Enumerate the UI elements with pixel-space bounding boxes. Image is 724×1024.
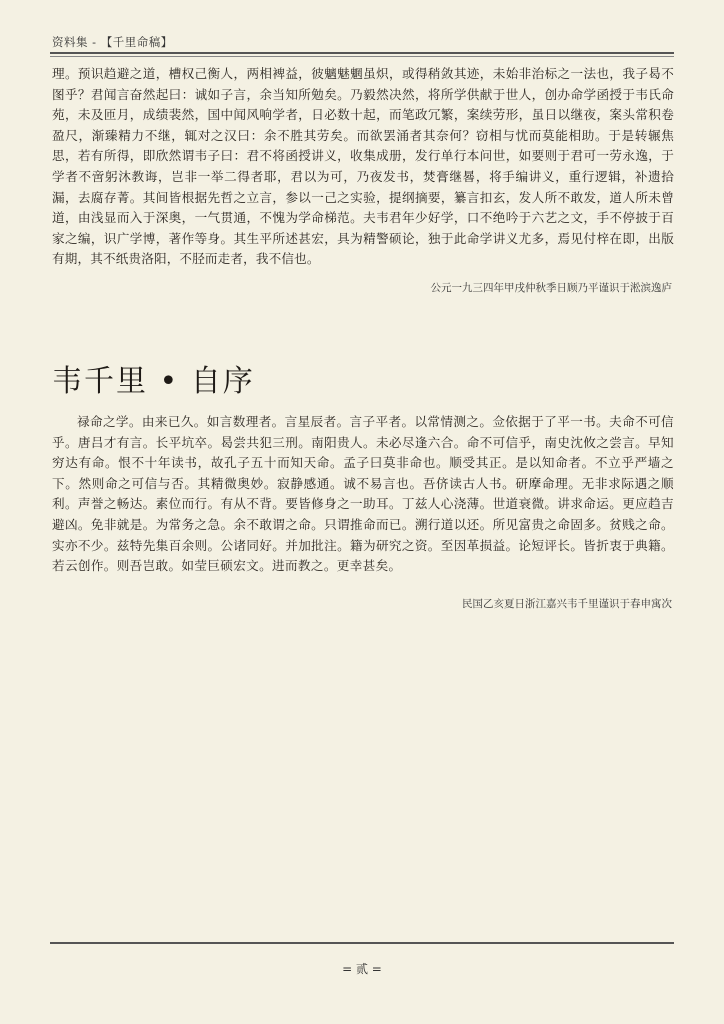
header-rule-thin [50, 56, 674, 57]
preface-body: 禄命之学。由来已久。如言数理者。言星辰者。言子平者。以常情测之。佥依据于了平一书。夫命不可信乎。唐吕才有言。长平坑卒。曷尝共犯三刑。南阳贵人。未必尽逢六合。命不可信乎，南史沈攸之尝言。早知穷达有命。恨不十年读书，故孔子五十而知天命。孟子曰莫非命也。顺受其正。是以知命者。不立乎严墙之下。然则命之可信与否。其精微奥妙。寂静感通。诚不易言也。吾侪读古人书。研摩命理。无非求际遇之顺利。声誉之畅达。素位而行。有从不背。要皆修身之一助耳。丁兹人心浇薄。世道衰微。讲求命运。更应趋吉避凶。免非就是。为常务之急。余不敢谓之命。只谓推命而已。溯行道以还。所见富贵之命固多。贫贱之命。实亦不少。兹特先集百余则。公诸同好。并加批注。籍为研究之资。至因革损益。论短评长。皆折衷于典籍。若云创作。则吾岂敢。如莹巨硕宏文。进而教之。更幸甚矣。 [52, 414, 674, 574]
previous-section-body: 理。预识趋避之道，槽权己衡人，两相裨益，彼魑魅魍虽炽，或得稍敛其迹，未始非治标之一法也，我子曷不图乎？君闻言奋然起曰：诚如子言，余当知所勉矣。乃毅然决然，将所学供献于世人，创办命学函授于韦氏命苑，未及匝月，成绩裴然，国中闻风响学者，日必数十起，而笔政冗繁，案续劳形，虽日以继夜，案头常积卷盈尺，渐臻精力不继，辄对之汉曰：余不胜其劳矣。而欲罢涌者其奈何？窃相与忧而莫能相助。于是转辗焦思，若有所得，即欣然谓韦子曰：君不将函授讲义，收集成册，发行单行本问世，如要则于君可一劳永逸，于学者不啻躬沐教诲，岂非一举二得者耶，君以为可，乃夜发书，焚膏继晷，将手编讲义，重行逻辑，补遗拾漏，去腐存菁。其间皆根据先哲之立言，参以一己之实验，提纲摘要，纂言扣玄，发人所不敢发，道人所未曾道，由浅显而入于深奥，一气贯通，不愧为学命梯范。夫韦君年少好学，口不绝吟于六艺之文，手不停披于百家之编，识广学博，著作等身。其生平所述甚宏，具为精警硕论，独于此命学讲义尤多，焉见付梓在即，出版有期，其不纸贵洛阳，不胫而走者，我不信也。 [52, 66, 674, 267]
footer-rule [50, 942, 674, 944]
previous-section-signature: 公元一九三四年甲戌仲秋季日顾乃平谨识于淞滨逸庐 [430, 282, 672, 294]
page-number: = 贰 = [342, 962, 382, 976]
section-title: 韦千里 • 自序 [52, 364, 255, 399]
running-header: 资料集 - 【千里命稿】 [52, 35, 173, 49]
preface-signature: 民国乙亥夏日浙江嘉兴韦千里谨识于春申寓次 [462, 598, 672, 610]
header-rule [50, 52, 674, 54]
